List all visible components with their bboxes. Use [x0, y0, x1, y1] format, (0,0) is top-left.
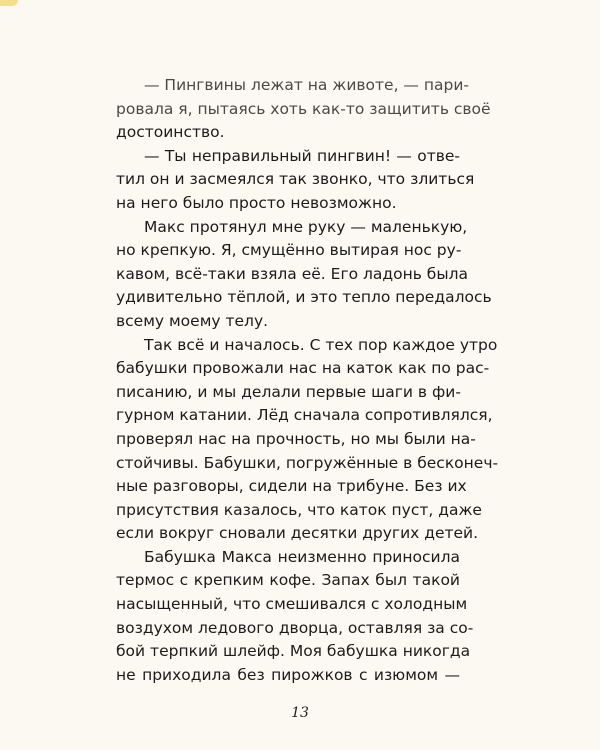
text-line: удивительно тёплой, и это тепло передалось	[116, 288, 492, 307]
text-line: воздухом ледового дворца, оставляя за со-	[116, 618, 474, 637]
text-line: всему моему телу.	[116, 311, 269, 330]
text-line: гурном катании. Лёд сначала сопротивлялся,	[116, 406, 493, 425]
text-line: ровала я, пытаясь хоть как-то защитить своё	[116, 99, 491, 118]
text-line: бой терпкий шлейф. Моя бабушка никогда	[116, 642, 471, 661]
text-line: насыщенный, что смешивался с холодным	[116, 595, 468, 614]
text-line: на него было просто невозможно.	[116, 193, 397, 212]
paragraph-4	[116, 334, 499, 546]
paragraph-2	[116, 145, 475, 216]
text-line: Бабушка Макса неизменно приносила	[144, 547, 460, 566]
text-line: присутствия казалось, что каток пуст, даже	[116, 500, 482, 519]
text-line: кавом, всё-таки взяла её. Его ладонь была	[116, 264, 469, 283]
text-line: не приходила без пирожков с изюмом —	[116, 665, 460, 684]
text-line: Макс протянул мне руку — маленькую,	[144, 217, 468, 236]
text-line: — Пингвины лежат на животе, — пари-	[144, 76, 470, 94]
page-corner-mark	[0, 0, 18, 6]
text-line: тил он и засмеялся так звонко, что злиться	[116, 170, 475, 189]
paragraph-5	[116, 546, 474, 688]
text-line: — Ты неправильный пингвин! — отве-	[144, 146, 460, 165]
text-line: проверял нас на прочность, но мы были на-	[116, 429, 476, 448]
paragraph-1	[116, 74, 491, 145]
text-line: достоинство.	[116, 123, 225, 142]
text-line: стойчивы. Бабушки, погружённые в бесконеч-	[116, 453, 499, 472]
page-number: 13	[291, 705, 309, 721]
text-line: но крепкую. Я, смущённо вытирая нос ру-	[116, 241, 462, 260]
text-line: бабушки провожали нас на каток как по рас-	[116, 359, 490, 378]
text-line: если вокруг сновали десятки других детей.	[116, 524, 479, 543]
text-line: термос с крепким кофе. Запах был такой	[116, 571, 460, 590]
text-line: писанию, и мы делали первые шаги в фи-	[116, 382, 461, 401]
book-page-body	[116, 74, 499, 687]
paragraph-3	[116, 216, 492, 334]
text-line: ные разговоры, сидели на трибуне. Без их	[116, 477, 467, 496]
text-line: Так всё и началось. С тех пор каждое утро	[144, 335, 498, 354]
